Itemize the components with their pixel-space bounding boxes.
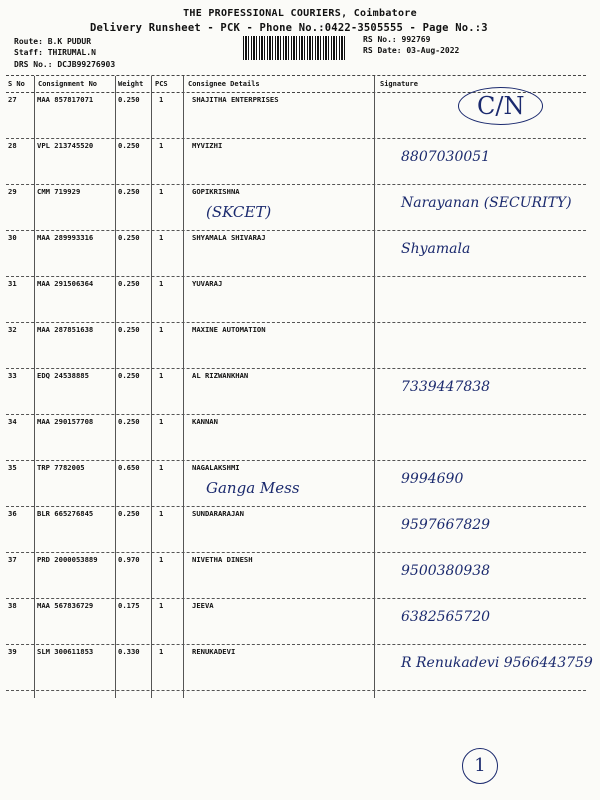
row-pcs: 1 [159,325,164,334]
signature: 9500380938 [401,563,491,579]
row-consignment-no: BLR 665276845 [37,509,94,518]
row-consignee: MYVIZHI [192,141,223,150]
row-consignment-no: CMM 719929 [37,187,81,196]
row-sno: 27 [8,95,17,104]
row-consignment-no: MAA 289993316 [37,233,94,242]
company-title: THE PROFESSIONAL COURIERS, Coimbatore [183,8,417,19]
table-row [6,277,586,323]
row-weight: 0.250 [118,279,140,288]
signature: 7339447838 [401,379,491,395]
row-pcs: 1 [159,647,164,656]
row-sno: 28 [8,141,17,150]
row-consignee: SHYAMALA SHIVARAJ [192,233,266,242]
signature: R Renukadevi 9566443759 [401,655,593,671]
row-consignee: NIVETHA DINESH [192,555,253,564]
table-row [6,507,586,553]
runsheet-title: Delivery Runsheet - PCK - Phone No.:0422-3505555 - Page No.:3 [90,22,488,34]
row-consignee: SHAJITHA ENTERPRISES [192,95,279,104]
table-row [6,139,586,185]
row-consignee: NAGALAKSHMI [192,463,240,472]
table-row [6,323,586,369]
row-consignment-no: MAA 291506364 [37,279,94,288]
row-sno: 33 [8,371,17,380]
row-consignee: SUNDARARAJAN [192,509,244,518]
row-weight: 0.250 [118,187,140,196]
row-pcs: 1 [159,187,164,196]
row-pcs: 1 [159,371,164,380]
row-weight: 0.250 [118,95,140,104]
row-pcs: 1 [159,95,164,104]
row-consignee: AL RIZWANKHAN [192,371,249,380]
signature: Shyamala [401,241,471,257]
signature: Narayanan (SECURITY) [401,195,572,211]
row-weight: 0.250 [118,141,140,150]
handwritten-note: Ganga Mess [206,479,300,497]
row-consignee: RENUKADEVI [192,647,236,656]
row-separator [6,690,586,691]
row-weight: 0.175 [118,601,140,610]
staff-label: Staff: THIRUMAL.N [14,48,96,57]
barcode [243,36,345,60]
row-consignee: YUVARAJ [192,279,223,288]
row-weight: 0.250 [118,417,140,426]
rs-number: RS No.: 992769 [363,35,431,44]
row-pcs: 1 [159,233,164,242]
row-consignee: GOPIKRISHNA [192,187,240,196]
row-weight: 0.250 [118,233,140,242]
col-header-signature: Signature [380,80,418,88]
row-consignment-no: VPL 213745520 [37,141,94,150]
table-row [6,553,586,599]
row-pcs: 1 [159,601,164,610]
row-sno: 39 [8,647,17,656]
table-row [6,645,593,691]
row-sno: 34 [8,417,17,426]
table-row [6,461,586,507]
rs-date: RS Date: 03-Aug-2022 [363,46,460,55]
row-sno: 29 [8,187,17,196]
route-label: Route: B.K PUDUR [14,37,92,46]
row-sno: 38 [8,601,17,610]
row-sno: 31 [8,279,17,288]
row-pcs: 1 [159,417,164,426]
row-weight: 0.970 [118,555,140,564]
table-row [6,415,586,461]
row-sno: 37 [8,555,17,564]
header-top-rule [6,75,586,76]
table-row [6,185,586,231]
col-header-consignment: Consignment No [38,80,98,88]
signature: C/N [458,87,543,125]
row-consignment-no: MAA 287851638 [37,325,94,334]
row-consignment-no: TRP 7782005 [37,463,85,472]
page-circle-mark: 1 [462,748,498,784]
row-weight: 0.650 [118,463,140,472]
row-pcs: 1 [159,509,164,518]
row-pcs: 1 [159,463,164,472]
row-weight: 0.250 [118,325,140,334]
col-header-weight: Weight [118,80,144,88]
row-consignee: JEEVA [192,601,214,610]
drs-number: DRS No.: DCJB99276903 [14,60,116,69]
row-consignment-no: SLM 300611853 [37,647,94,656]
row-consignment-no: MAA 290157708 [37,417,94,426]
col-header-pcs: PCS [155,80,168,88]
row-consignee: KANNAN [192,417,218,426]
row-sno: 30 [8,233,17,242]
row-weight: 0.250 [118,509,140,518]
handwritten-note: (SKCET) [206,203,272,221]
signature: 9597667829 [401,517,491,533]
row-pcs: 1 [159,141,164,150]
row-sno: 32 [8,325,17,334]
row-sno: 36 [8,509,17,518]
row-weight: 0.250 [118,371,140,380]
row-weight: 0.330 [118,647,140,656]
row-consignment-no: PRD 2000053889 [37,555,98,564]
table-row [6,93,586,139]
signature: 6382565720 [401,609,491,625]
col-header-sno: S No [8,80,25,88]
table-row [6,231,586,277]
row-consignment-no: MAA 567836729 [37,601,94,610]
col-header-consignee: Consignee Details [188,80,260,88]
row-sno: 35 [8,463,17,472]
row-consignment-no: MAA 857817071 [37,95,94,104]
row-pcs: 1 [159,279,164,288]
table-row [6,369,586,415]
signature: 8807030051 [401,149,491,165]
row-consignment-no: EDQ 24538885 [37,371,89,380]
signature: 9994690 [401,471,464,487]
table-row [6,599,586,645]
row-pcs: 1 [159,555,164,564]
row-consignee: MAXINE AUTOMATION [192,325,266,334]
